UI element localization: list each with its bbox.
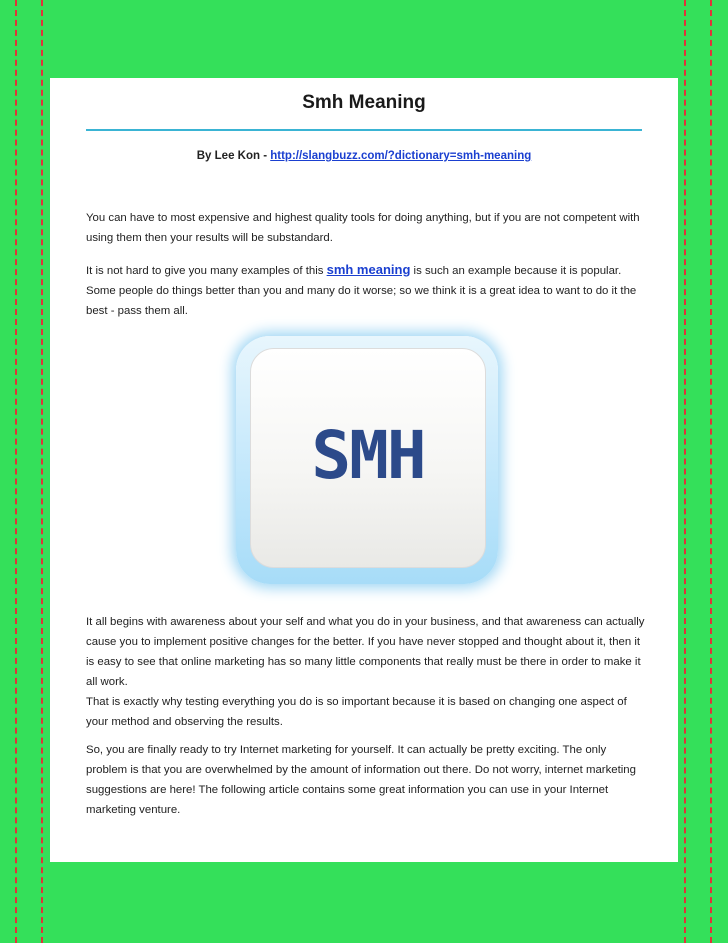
bottom-green-band <box>50 862 678 943</box>
top-green-band <box>50 0 678 78</box>
paragraph-1 <box>86 208 646 248</box>
smh-logo-text: SMH <box>311 417 425 494</box>
right-dashed-border-outer <box>710 0 712 943</box>
paragraph-4-text: That is exactly why testing everything you do is so important because it is based on changing one aspect of your method and observing the results. <box>86 696 627 728</box>
right-dashed-border-inner <box>684 0 686 943</box>
paragraph-1-text: You can have to most expensive and highest quality tools for doing anything, but if you are not competent with using them then your results will be substandard. <box>86 212 640 244</box>
paragraph-2-text <box>86 260 646 321</box>
byline-link[interactable]: http://slangbuzz.com/?dictionary=smh-meaning <box>270 150 532 162</box>
byline-author: By Lee Kon - <box>196 150 271 162</box>
left-dashed-border-inner <box>41 0 43 943</box>
paragraph-5 <box>86 740 646 820</box>
smh-logo-image <box>236 336 498 584</box>
smh-meaning-link[interactable]: smh meaning <box>326 262 411 277</box>
paragraph-3-text: It all begins with awareness about your self and what you do in your business, and that awareness can actually cause you to implement positive changes for the better. If you have never stopped and thought about it, then it is easy to see that online marketing has so many little components that really must be there in order to make it all work. <box>86 616 645 688</box>
page-title: Smh Meaning <box>302 92 426 113</box>
paragraph-2 <box>86 260 646 321</box>
paragraph-4 <box>86 692 646 732</box>
title-divider <box>86 129 642 131</box>
paragraph-2-before: It is not hard to give you many examples of this <box>86 265 327 277</box>
left-dashed-border-outer <box>15 0 17 943</box>
paragraph-5-text: So, you are finally ready to try Internet marketing for yourself. It can actually be pretty exciting. The only problem is that you are overwhelmed by the amount of information out there. Do not worry, internet marketing suggestions are here! The following article contains some great information you can use in your Internet marketing venture. <box>86 744 636 816</box>
byline <box>86 150 642 162</box>
paragraph-3 <box>86 612 646 692</box>
paragraph-2-after: is such an example because it is popular. Some people do things better than you and many do it worse; so we think it is a great idea to want to do it the best - pass them all. <box>86 265 637 317</box>
smh-logo-tile <box>250 348 486 568</box>
